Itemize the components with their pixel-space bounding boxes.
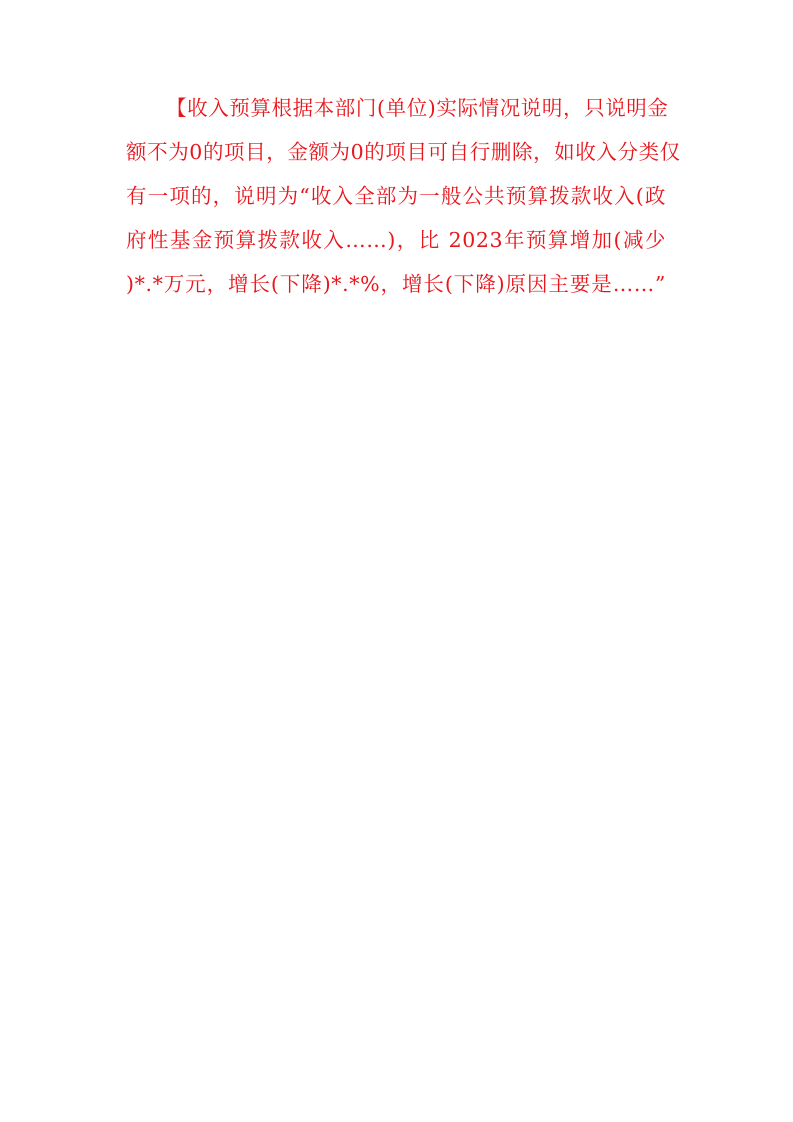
income-note-line: )*.*万元，增长(下降)*.*%，增长(下降)原因主要是……”: [126, 272, 666, 296]
income-note-line: 额不为0的项目，金额为0的项目可自行删除，如收入分类仅: [126, 140, 681, 164]
income-note-line: 有一项的，说明为“收入全部为一般公共预算拨款收入(政: [126, 184, 666, 208]
income-note-line: 【收入预算根据本部门(单位)实际情况说明，只说明金: [166, 96, 669, 120]
income-note-line: 府性基金预算拨款收入……)，比 2023年预算增加(减少: [126, 228, 666, 252]
